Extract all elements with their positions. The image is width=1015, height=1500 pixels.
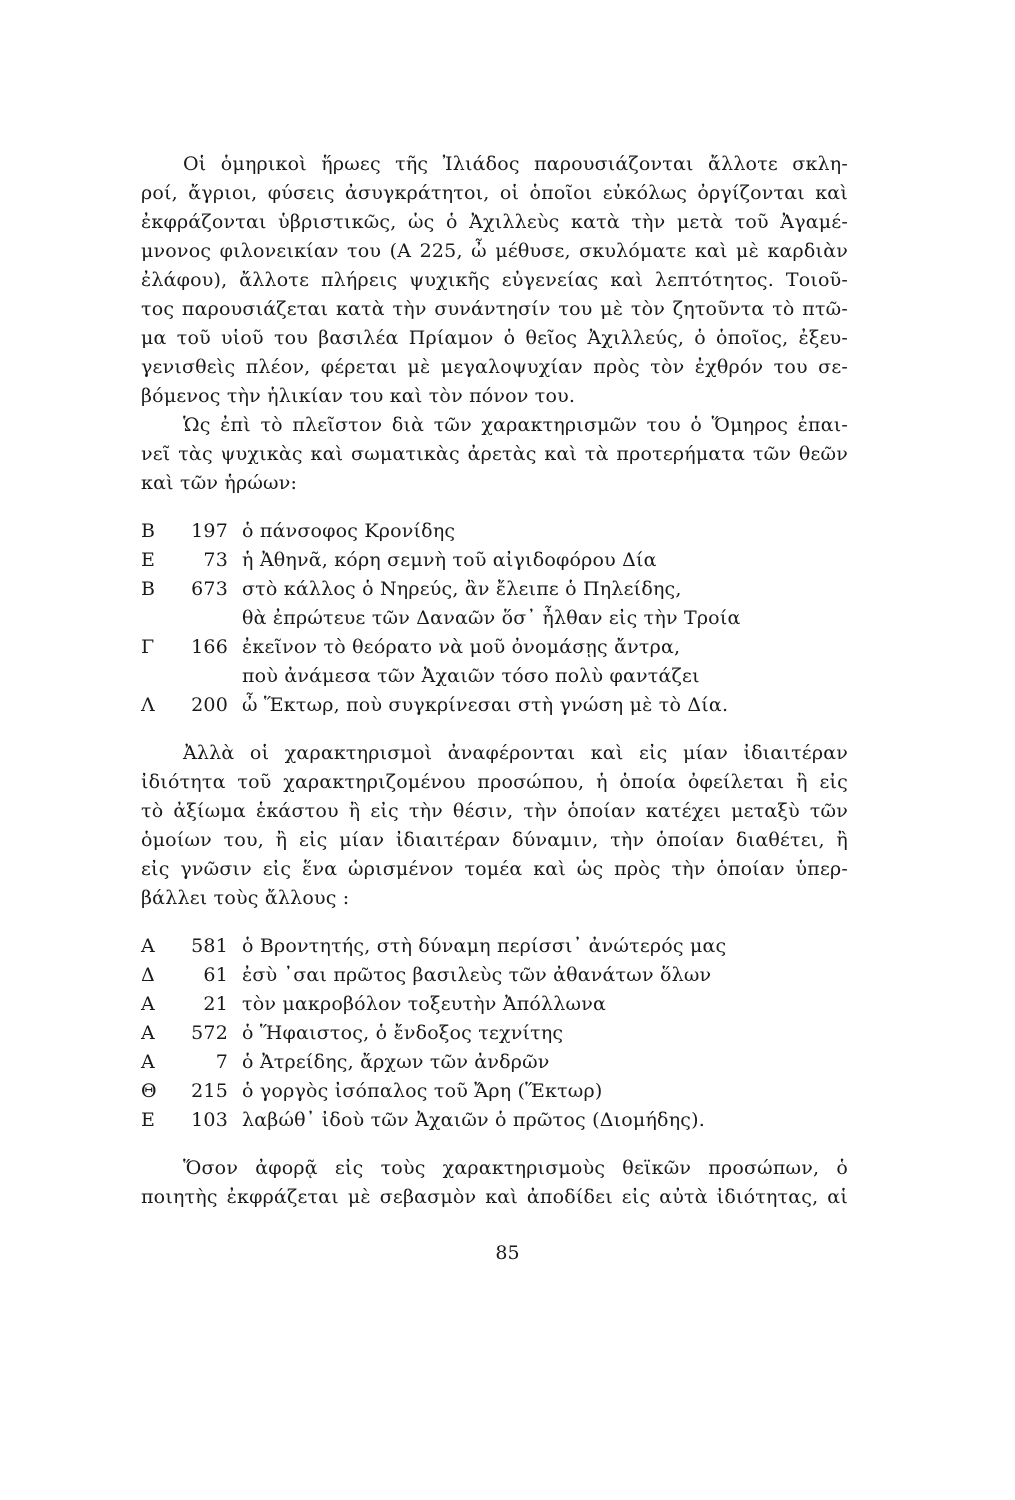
verse-text: ἐσὺ ᾽σαι πρῶτος βασιλεὺς τῶν ἀθανάτων ὅλων [242,964,712,986]
verse-book: Α [141,993,155,1015]
text-line: ἐκφράζονται ὑβριστικῶς, ὡς ὁ Ἀχιλλεὺς κατὰ τὴν μετὰ τοῦ Ἀγαμέ- [141,211,848,233]
verse-row [141,990,848,1019]
verse-text: θὰ ἐπρώτευε τῶν Δαναῶν ὅσ᾽ ἦλθαν εἰς τὴν Τροία [242,607,741,629]
verse-row-continuation [141,604,848,633]
text-line: ποιητὴς ἐκφράζεται μὲ σεβασμὸν καὶ ἀποδίδει εἰς αὐτὰ ἰδιότητας, αἱ [141,1186,848,1208]
text-line: τὸ ἀξίωμα ἑκάστου ἢ εἰς τὴν θέσιν, τὴν ὁποίαν κατέχει μεταξὺ τῶν [141,800,848,822]
text-line: Ὡς ἐπὶ τὸ πλεῖστον διὰ τῶν χαρακτηρισμῶν του ὁ Ὅμηρος ἐπαι- [183,414,848,436]
text-line: καὶ τῶν ἡρώων: [141,472,298,494]
verse-row [141,691,848,720]
verse-row [141,1106,848,1135]
text-line: εἰς γνῶσιν εἰς ἕνα ὡρισμένον τομέα καὶ ὡς πρὸς τὴν ὁποίαν ὑπερ- [141,858,848,880]
page-number: 85 [495,1242,520,1264]
verse-book: Γ [141,636,155,658]
text-line: βάλλει τοὺς ἄλλους : [141,887,350,909]
verse-text: στὸ κάλλος ὁ Νηρεύς, ἂν ἔλειπε ὁ Πηλείδης, [242,578,682,600]
text-line: ροί, ἄγριοι, φύσεις ἀσυγκράτητοι, οἱ ὁποῖοι εὐκόλως ὀργίζονται καὶ [141,182,848,204]
paragraph-heroes [141,150,848,411]
verse-text: λαβώθ᾽ ἰδοὺ τῶν Ἀχαιῶν ὁ πρῶτος (Διομήδης). [242,1109,705,1131]
verse-book: Α [141,1022,155,1044]
verse-row [141,1048,848,1077]
verse-row [141,1077,848,1106]
verse-row [141,633,848,662]
verse-row [141,575,848,604]
verse-text: ὁ πάνσοφος Κρονίδης [242,520,456,542]
text-line: βόμενος τὴν ἡλικίαν του καὶ τὸν πόνον του. [141,385,576,407]
verse-book: Β [141,520,156,542]
verse-list-virtues [141,517,848,720]
verse-book: Ε [141,549,156,571]
verse-number: 200 [191,694,228,716]
text-line: νεῖ τὰς ψυχικὰς καὶ σωματικὰς ἀρετὰς καὶ τὰ προτερήματα τῶν θεῶν [141,443,848,465]
paragraph-divine-persons [141,1154,848,1212]
verse-number: 7 [215,1051,228,1073]
verse-number: 581 [191,935,228,957]
verse-text: ὁ Βροντητής, στὴ δύναμη περίσσι᾽ ἀνώτερός μας [242,935,727,957]
verse-number: 21 [203,993,228,1015]
page-body [141,150,848,1212]
verse-text: ὦ Ἕκτωρ, ποὺ συγκρίνεσαι στὴ γνώση μὲ τὸ Δία. [242,694,729,716]
verse-row [141,546,848,575]
verse-text: τὸν μακροβόλον τοξευτὴν Ἀπόλλωνα [242,993,606,1015]
verse-number: 61 [203,964,228,986]
verse-text: ἐκεῖνον τὸ θεόρατο νὰ μοῦ ὀνομάσῃς ἄντρα, [242,636,681,658]
text-line: τος παρουσιάζεται κατὰ τὴν συνάντησίν του μὲ τὸν ζητοῦντα τὸ πτῶ- [141,298,848,320]
verse-number: 673 [191,578,228,600]
verse-book: Α [141,1051,155,1073]
paragraph-epithets [141,411,848,498]
text-line: γενισθεὶς πλέον, φέρεται μὲ μεγαλοψυχίαν πρὸς τὸν ἐχθρόν του σε- [141,356,848,378]
verse-number: 73 [203,549,228,571]
text-line: Ὅσον ἀφορᾷ εἰς τοὺς χαρακτηρισμοὺς θεϊκῶν προσώπων, ὁ [183,1157,848,1179]
verse-book: Θ [141,1080,157,1102]
text-line: ἐλάφου), ἄλλοτε πλήρεις ψυχικῆς εὐγενείας καὶ λεπτότητος. Τοιοῦ- [141,269,848,291]
verse-book: Λ [141,694,155,716]
verse-book: Α [141,935,155,957]
verse-number: 215 [191,1080,228,1102]
verse-number: 197 [191,520,228,542]
verse-number: 103 [191,1109,228,1131]
verse-text: ὁ γοργὸς ἰσόπαλος τοῦ Ἄρη (Ἕκτωρ) [242,1080,603,1102]
verse-text: ὁ Ἀτρείδης, ἄρχων τῶν ἀνδρῶν [242,1051,550,1073]
verse-number: 166 [191,636,228,658]
verse-book: Ε [141,1109,156,1131]
verse-row [141,517,848,546]
text-line: Ἀλλὰ οἱ χαρακτηρισμοὶ ἀναφέρονται καὶ εἰς μίαν ἰδιαιτέραν [183,742,848,764]
verse-book: Β [141,578,156,600]
verse-list-qualities [141,932,848,1135]
text-line: μνονος φιλονεικίαν του (Α 225, ὦ μέθυσε, σκυλόματε καὶ μὲ καρδιὰν [141,240,848,262]
text-line: μα τοῦ υἱοῦ του βασιλέα Πρίαμον ὁ θεῖος Ἀχιλλεύς, ὁ ὁποῖος, ἐξευ- [141,327,848,349]
text-line: Οἱ ὁμηρικοὶ ἥρωες τῆς Ἰλιάδος παρουσιάζονται ἄλλοτε σκλη- [183,153,848,175]
verse-row [141,932,848,961]
verse-number: 572 [191,1022,228,1044]
paragraph-special-qualities [141,739,848,913]
verse-row [141,961,848,990]
verse-text: ἡ Ἀθηνᾶ, κόρη σεμνὴ τοῦ αἰγιδοφόρου Δία [242,549,657,571]
verse-book: Δ [141,964,155,986]
verse-row [141,1019,848,1048]
verse-text: ὁ Ἥφαιστος, ὁ ἔνδοξος τεχνίτης [242,1022,564,1044]
text-line: ἰδιότητα τοῦ χαρακτηριζομένου προσώπου, ἡ ὁποία ὀφείλεται ἢ εἰς [141,771,848,793]
verse-row-continuation [141,662,848,691]
text-line: ὁμοίων του, ἢ εἰς μίαν ἰδιαιτέραν δύναμιν, τὴν ὁποίαν διαθέτει, ἢ [141,829,848,851]
verse-text: ποὺ ἀνάμεσα τῶν Ἀχαιῶν τόσο πολὺ φαντάζει [242,665,700,687]
